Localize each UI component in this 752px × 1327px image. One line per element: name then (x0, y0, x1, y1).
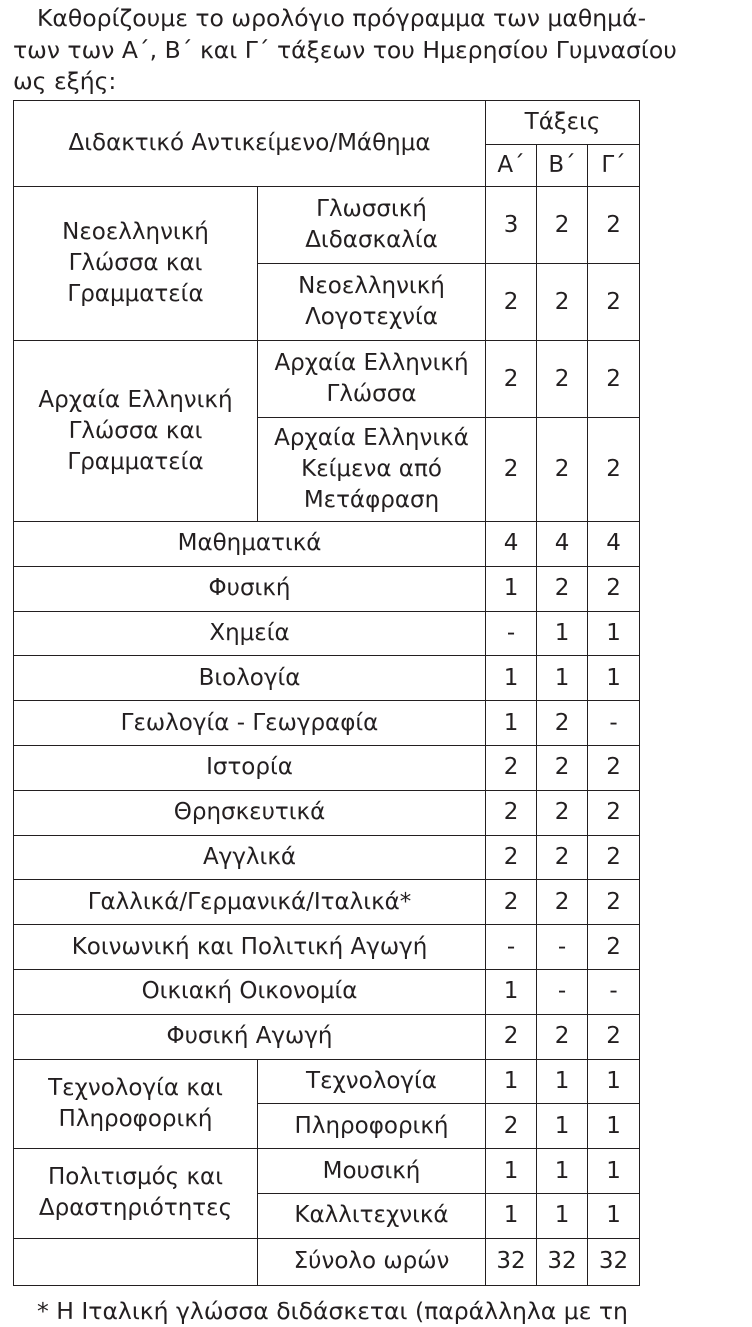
table-row (14, 522, 640, 567)
hours-a: 4 (486, 522, 537, 567)
hours-b: 2 (537, 701, 588, 746)
subject-cell: Οικιακή Οικονομία (14, 969, 486, 1014)
hours-c: 4 (588, 522, 640, 567)
header-classes: Τάξεις (486, 101, 640, 145)
hours-b: 2 (537, 264, 588, 341)
subject-cell: Αρχαία Ελληνικά Κείμενα από Μετάφραση (258, 418, 486, 522)
table-row (14, 1014, 640, 1059)
hours-c: 2 (588, 835, 640, 880)
subject-cell: Φυσική Αγωγή (14, 1014, 486, 1059)
table-row (14, 745, 640, 790)
hours-b: - (537, 925, 588, 970)
hours-b: 2 (537, 418, 588, 522)
hours-a: 2 (486, 264, 537, 341)
subject-cell: Φυσική (14, 566, 486, 611)
subject-cell: Θρησκευτικά (14, 790, 486, 835)
hours-a: 3 (486, 187, 537, 264)
subject-cell: Καλλιτεχνικά (258, 1193, 486, 1238)
footnote: * Η Ιταλική γλώσσα διδάσκεται (παράλληλα με τη (37, 1297, 628, 1325)
hours-c: 2 (588, 745, 640, 790)
hours-a: 1 (486, 1193, 537, 1238)
hours-c: 2 (588, 925, 640, 970)
hours-a: - (486, 925, 537, 970)
hours-a: 2 (486, 341, 537, 418)
hours-b: 1 (537, 656, 588, 701)
header-class-a: Α΄ (486, 145, 537, 187)
hours-c: 2 (588, 341, 640, 418)
hours-a: 2 (486, 880, 537, 925)
hours-c: 2 (588, 187, 640, 264)
table-row (14, 187, 640, 264)
hours-b: 2 (537, 880, 588, 925)
hours-a: 1 (486, 656, 537, 701)
hours-c: 2 (588, 418, 640, 522)
timetable-table (13, 100, 640, 1286)
group-culture: Πολιτισμός και Δραστηριότητες (14, 1149, 258, 1239)
subject-cell: Βιολογία (14, 656, 486, 701)
hours-a: 2 (486, 790, 537, 835)
hours-b: 1 (537, 611, 588, 656)
hours-a: 2 (486, 745, 537, 790)
hours-a: - (486, 611, 537, 656)
subject-cell: Γεωλογία - Γεωγραφία (14, 701, 486, 746)
total-label: Σύνολο ωρών (258, 1238, 486, 1285)
group-ancient-greek: Αρχαία Ελληνική Γλώσσα και Γραμματεία (14, 341, 258, 522)
total-row (14, 1238, 640, 1285)
hours-c: 1 (588, 1104, 640, 1149)
hours-c: 1 (588, 1193, 640, 1238)
header-class-c: Γ΄ (588, 145, 640, 187)
subject-cell: Χημεία (14, 611, 486, 656)
hours-b: 2 (537, 745, 588, 790)
subject-cell: Ιστορία (14, 745, 486, 790)
hours-c: 2 (588, 566, 640, 611)
hours-b: 2 (537, 341, 588, 418)
subject-cell: Πληροφορική (258, 1104, 486, 1149)
table-row (14, 341, 640, 418)
empty-cell (14, 1238, 258, 1285)
hours-c: 2 (588, 1014, 640, 1059)
subject-cell: Γαλλικά/Γερμανικά/Ιταλικά* (14, 880, 486, 925)
table-row (14, 701, 640, 746)
subject-cell: Αρχαία Ελληνική Γλώσσα (258, 341, 486, 418)
hours-a: 1 (486, 701, 537, 746)
simple-rows-body (14, 522, 640, 1060)
header-subject: Διδακτικό Αντικείμενο/Μάθημα (14, 101, 486, 187)
subject-cell: Μαθηματικά (14, 522, 486, 567)
table-row (14, 656, 640, 701)
hours-b: 2 (537, 566, 588, 611)
hours-c: - (588, 969, 640, 1014)
hours-c: 1 (588, 611, 640, 656)
hours-b: 2 (537, 187, 588, 264)
subject-cell: Νεοελληνική Λογοτεχνία (258, 264, 486, 341)
hours-c: - (588, 701, 640, 746)
table-row (14, 790, 640, 835)
hours-a: 1 (486, 566, 537, 611)
table-row (14, 611, 640, 656)
hours-c: 2 (588, 264, 640, 341)
hours-a: 1 (486, 1149, 537, 1194)
subject-cell: Κοινωνική και Πολιτική Αγωγή (14, 925, 486, 970)
hours-a: 2 (486, 1104, 537, 1149)
hours-b: 2 (537, 835, 588, 880)
total-c: 32 (588, 1238, 640, 1285)
hours-c: 1 (588, 1149, 640, 1194)
intro-line-2: των των Α΄, Β΄ και Γ΄ τάξεων του Ημερησίου Γυμνασίου (13, 35, 677, 64)
table-row (14, 1149, 640, 1194)
table-row (14, 969, 640, 1014)
hours-a: 2 (486, 835, 537, 880)
subject-cell: Γλωσσική Διδασκαλία (258, 187, 486, 264)
intro-line-3: ως εξής: (13, 67, 117, 95)
intro-paragraph (13, 3, 743, 98)
intro-line-1: Καθορίζουμε το ωρολόγιο πρόγραμμα των μαθημά- (37, 4, 647, 32)
hours-c: 2 (588, 790, 640, 835)
subject-cell: Τεχνολογία (258, 1059, 486, 1104)
total-b: 32 (537, 1238, 588, 1285)
table-row (14, 835, 640, 880)
hours-a: 2 (486, 418, 537, 522)
subject-cell: Αγγλικά (14, 835, 486, 880)
group-tech: Τεχνολογία και Πληροφορική (14, 1059, 258, 1149)
table-row (14, 925, 640, 970)
hours-b: 1 (537, 1193, 588, 1238)
hours-c: 1 (588, 1059, 640, 1104)
hours-b: - (537, 969, 588, 1014)
group-modern-greek: Νεοελληνική Γλώσσα και Γραμματεία (14, 187, 258, 341)
table-row (14, 880, 640, 925)
hours-a: 1 (486, 1059, 537, 1104)
hours-b: 2 (537, 790, 588, 835)
subject-cell: Μουσική (258, 1149, 486, 1194)
hours-a: 1 (486, 969, 537, 1014)
table-row (14, 566, 640, 611)
table-row (14, 1059, 640, 1104)
hours-b: 1 (537, 1059, 588, 1104)
hours-b: 1 (537, 1149, 588, 1194)
header-row (14, 101, 640, 145)
hours-b: 1 (537, 1104, 588, 1149)
total-a: 32 (486, 1238, 537, 1285)
hours-b: 4 (537, 522, 588, 567)
hours-c: 1 (588, 656, 640, 701)
hours-a: 2 (486, 1014, 537, 1059)
hours-c: 2 (588, 880, 640, 925)
header-class-b: Β΄ (537, 145, 588, 187)
hours-b: 2 (537, 1014, 588, 1059)
